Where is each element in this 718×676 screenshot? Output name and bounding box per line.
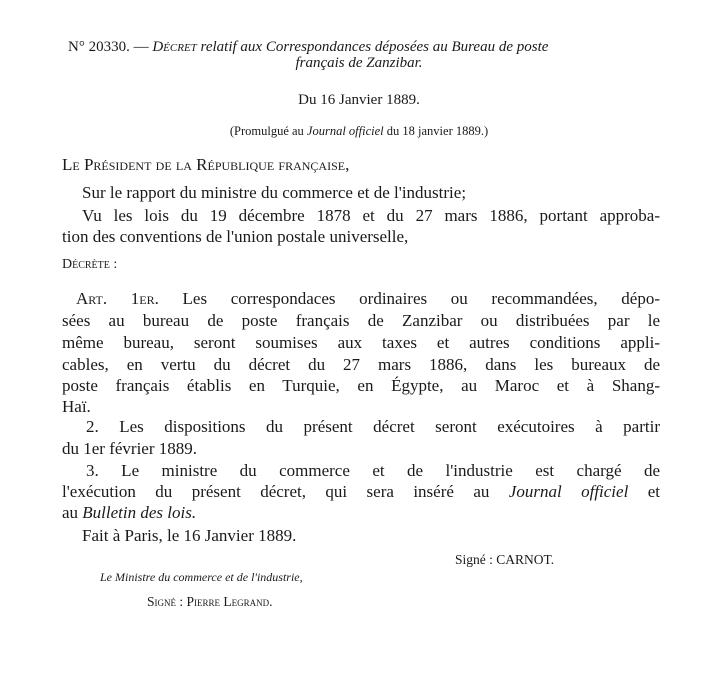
signature-legrand: Signé : Pierre Legrand. bbox=[147, 594, 273, 609]
article-1-line-4: cables, en vertu du décret du 27 mars 1886, dans les bureaux de bbox=[62, 355, 660, 374]
article-3-line-1: 3. Le ministre du commerce et de l'industrie est chargé de bbox=[86, 461, 660, 480]
article-2-line-2: du 1er février 1889. bbox=[62, 439, 198, 458]
article-1-line-6: Haï. bbox=[62, 397, 91, 416]
minister-title: Le Ministre du commerce et de l'industrie, bbox=[100, 570, 303, 584]
article-3-line-3 bbox=[62, 502, 196, 523]
article-1-label: Art. 1er. bbox=[76, 289, 159, 308]
promulgation-journal: Journal officiel bbox=[306, 124, 384, 138]
article-1-line-1-text: Les correspondaces ordinaires ou recommandées, dépo- bbox=[182, 289, 660, 308]
promulgation-note bbox=[0, 124, 718, 139]
article-3-line-3a: au bbox=[62, 503, 79, 522]
article-3-line-2a: l'exécution du présent décret, qui sera inséré au bbox=[62, 482, 490, 501]
signature-carnot: Signé : CARNOT. bbox=[455, 552, 555, 567]
article-1-line-3: même bureau, seront soumises aux taxes et autres conditions appli- bbox=[62, 333, 660, 352]
decree-title bbox=[68, 37, 548, 57]
preamble-line-3: tion des conventions de l'union postale universelle, bbox=[62, 227, 409, 246]
article-3-line-2 bbox=[62, 482, 660, 502]
article-2-line-1: 2. Les dispositions du présent décret seront exécutoires à partir bbox=[86, 417, 660, 436]
decree-number: N° 20330. — bbox=[68, 39, 149, 55]
preamble-line-2: Vu les lois du 19 décembre 1878 et du 27 mars 1886, portant approba- bbox=[82, 206, 660, 225]
president-heading: Le Président de la République française, bbox=[62, 155, 350, 174]
fait-a-paris: Fait à Paris, le 16 Janvier 1889. bbox=[82, 526, 297, 545]
article-1-line-5: poste français établis en Turquie, en Égypte, au Maroc et à Shang- bbox=[62, 376, 660, 395]
decrete-heading: Décrète : bbox=[62, 257, 118, 272]
preamble-line-1: Sur le rapport du ministre du commerce et de l'industrie; bbox=[82, 183, 467, 202]
promulgation-close: du 18 janvier 1889.) bbox=[386, 124, 489, 138]
decree-date: Du 16 Janvier 1889. bbox=[298, 92, 420, 108]
promulgation-open: (Promulgué au bbox=[229, 124, 304, 138]
article-3-line-2c: et bbox=[647, 482, 661, 501]
article-1-line-2: sées au bureau de poste français de Zanzibar ou distribuées par le bbox=[62, 311, 660, 330]
decree-title-word: Décret bbox=[152, 39, 197, 55]
journal-officiel-ref: Journal officiel bbox=[508, 482, 629, 501]
bulletin-des-lois-ref: Bulletin des lois. bbox=[82, 503, 197, 522]
decree-title-line2: français de Zanzibar. bbox=[295, 55, 423, 71]
article-1-line-1 bbox=[76, 289, 660, 309]
decree-title-rest: relatif aux Correspondances déposées au Bureau de poste bbox=[200, 39, 549, 55]
